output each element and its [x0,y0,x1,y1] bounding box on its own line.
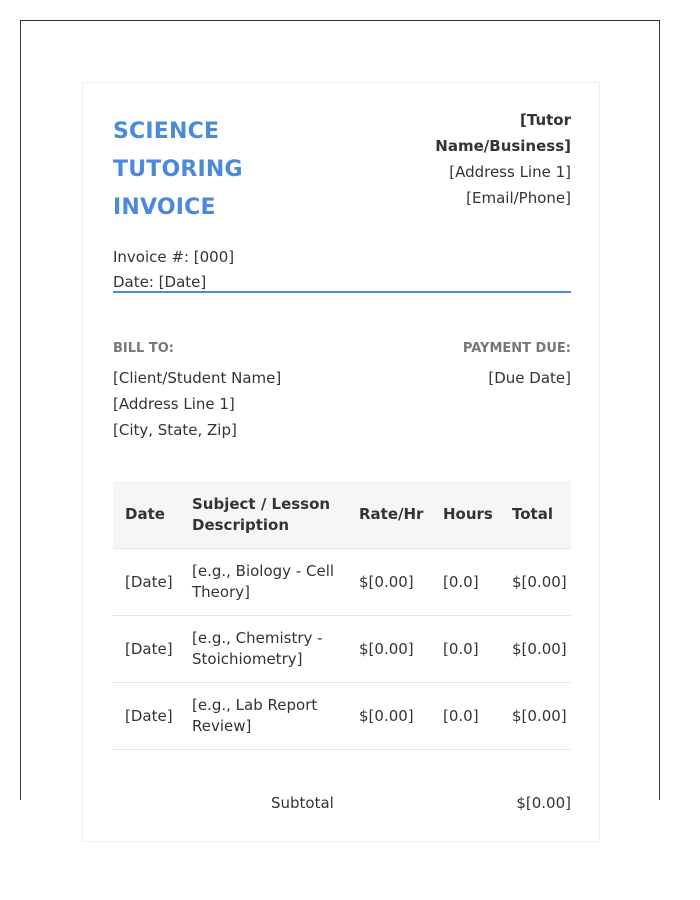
cell-hours: [0.0] [431,549,500,616]
billing-section [113,339,571,443]
cell-rate: $[0.00] [347,616,431,683]
invoice-date: Date: [Date] [113,273,207,291]
tutor-name: [Tutor Name/Business] [435,111,571,155]
invoice-header [113,113,571,293]
bill-to-block [113,339,281,443]
cell-hours: [0.0] [431,683,500,750]
subtotal-label: Subtotal [271,794,334,812]
totals-section [113,794,571,818]
cell-description: [e.g., Biology - Cell Theory] [180,549,347,616]
tutor-contact: [Email/Phone] [466,189,571,207]
payment-due-date: [Due Date] [488,369,571,387]
page-frame [20,20,660,812]
column-header-date: Date [113,481,180,549]
cell-date: [Date] [113,549,180,616]
cell-rate: $[0.00] [347,549,431,616]
bill-to-label: BILL TO: [113,341,174,356]
invoice-meta [113,245,353,295]
invoice-content [113,113,571,818]
invoice-sheet [82,82,600,842]
tutor-info [401,107,571,211]
bill-to-name: [Client/Student Name] [113,369,282,387]
cell-date: [Date] [113,616,180,683]
line-items-table [113,481,571,750]
tutor-address: [Address Line 1] [449,163,571,181]
invoice-heading-block [113,113,353,295]
subtotal-value: $[0.00] [516,794,571,812]
bill-to-city: [City, State, Zip] [113,421,237,439]
table-header-row [113,481,571,549]
table-row [113,616,571,683]
column-header-total: Total [500,481,571,549]
invoice-title: SCIENCE TUTORING INVOICE [113,119,243,220]
cell-description: [e.g., Chemistry - Stoichiometry] [180,616,347,683]
cell-hours: [0.0] [431,616,500,683]
column-header-description: Subject / Lesson Description [180,481,347,549]
payment-due-label: PAYMENT DUE: [462,341,571,356]
cell-total: $[0.00] [500,549,571,616]
bill-to-address: [Address Line 1] [113,395,235,413]
cell-date: [Date] [113,683,180,750]
column-header-hours: Hours [431,481,500,549]
table-row [113,683,571,750]
table-row [113,549,571,616]
cell-rate: $[0.00] [347,683,431,750]
payment-due-block [463,339,571,443]
column-header-rate: Rate/Hr [347,481,431,549]
invoice-number: Invoice #: [000] [113,248,235,266]
cell-total: $[0.00] [500,616,571,683]
cell-description: [e.g., Lab Report Review] [180,683,347,750]
cell-total: $[0.00] [500,683,571,750]
